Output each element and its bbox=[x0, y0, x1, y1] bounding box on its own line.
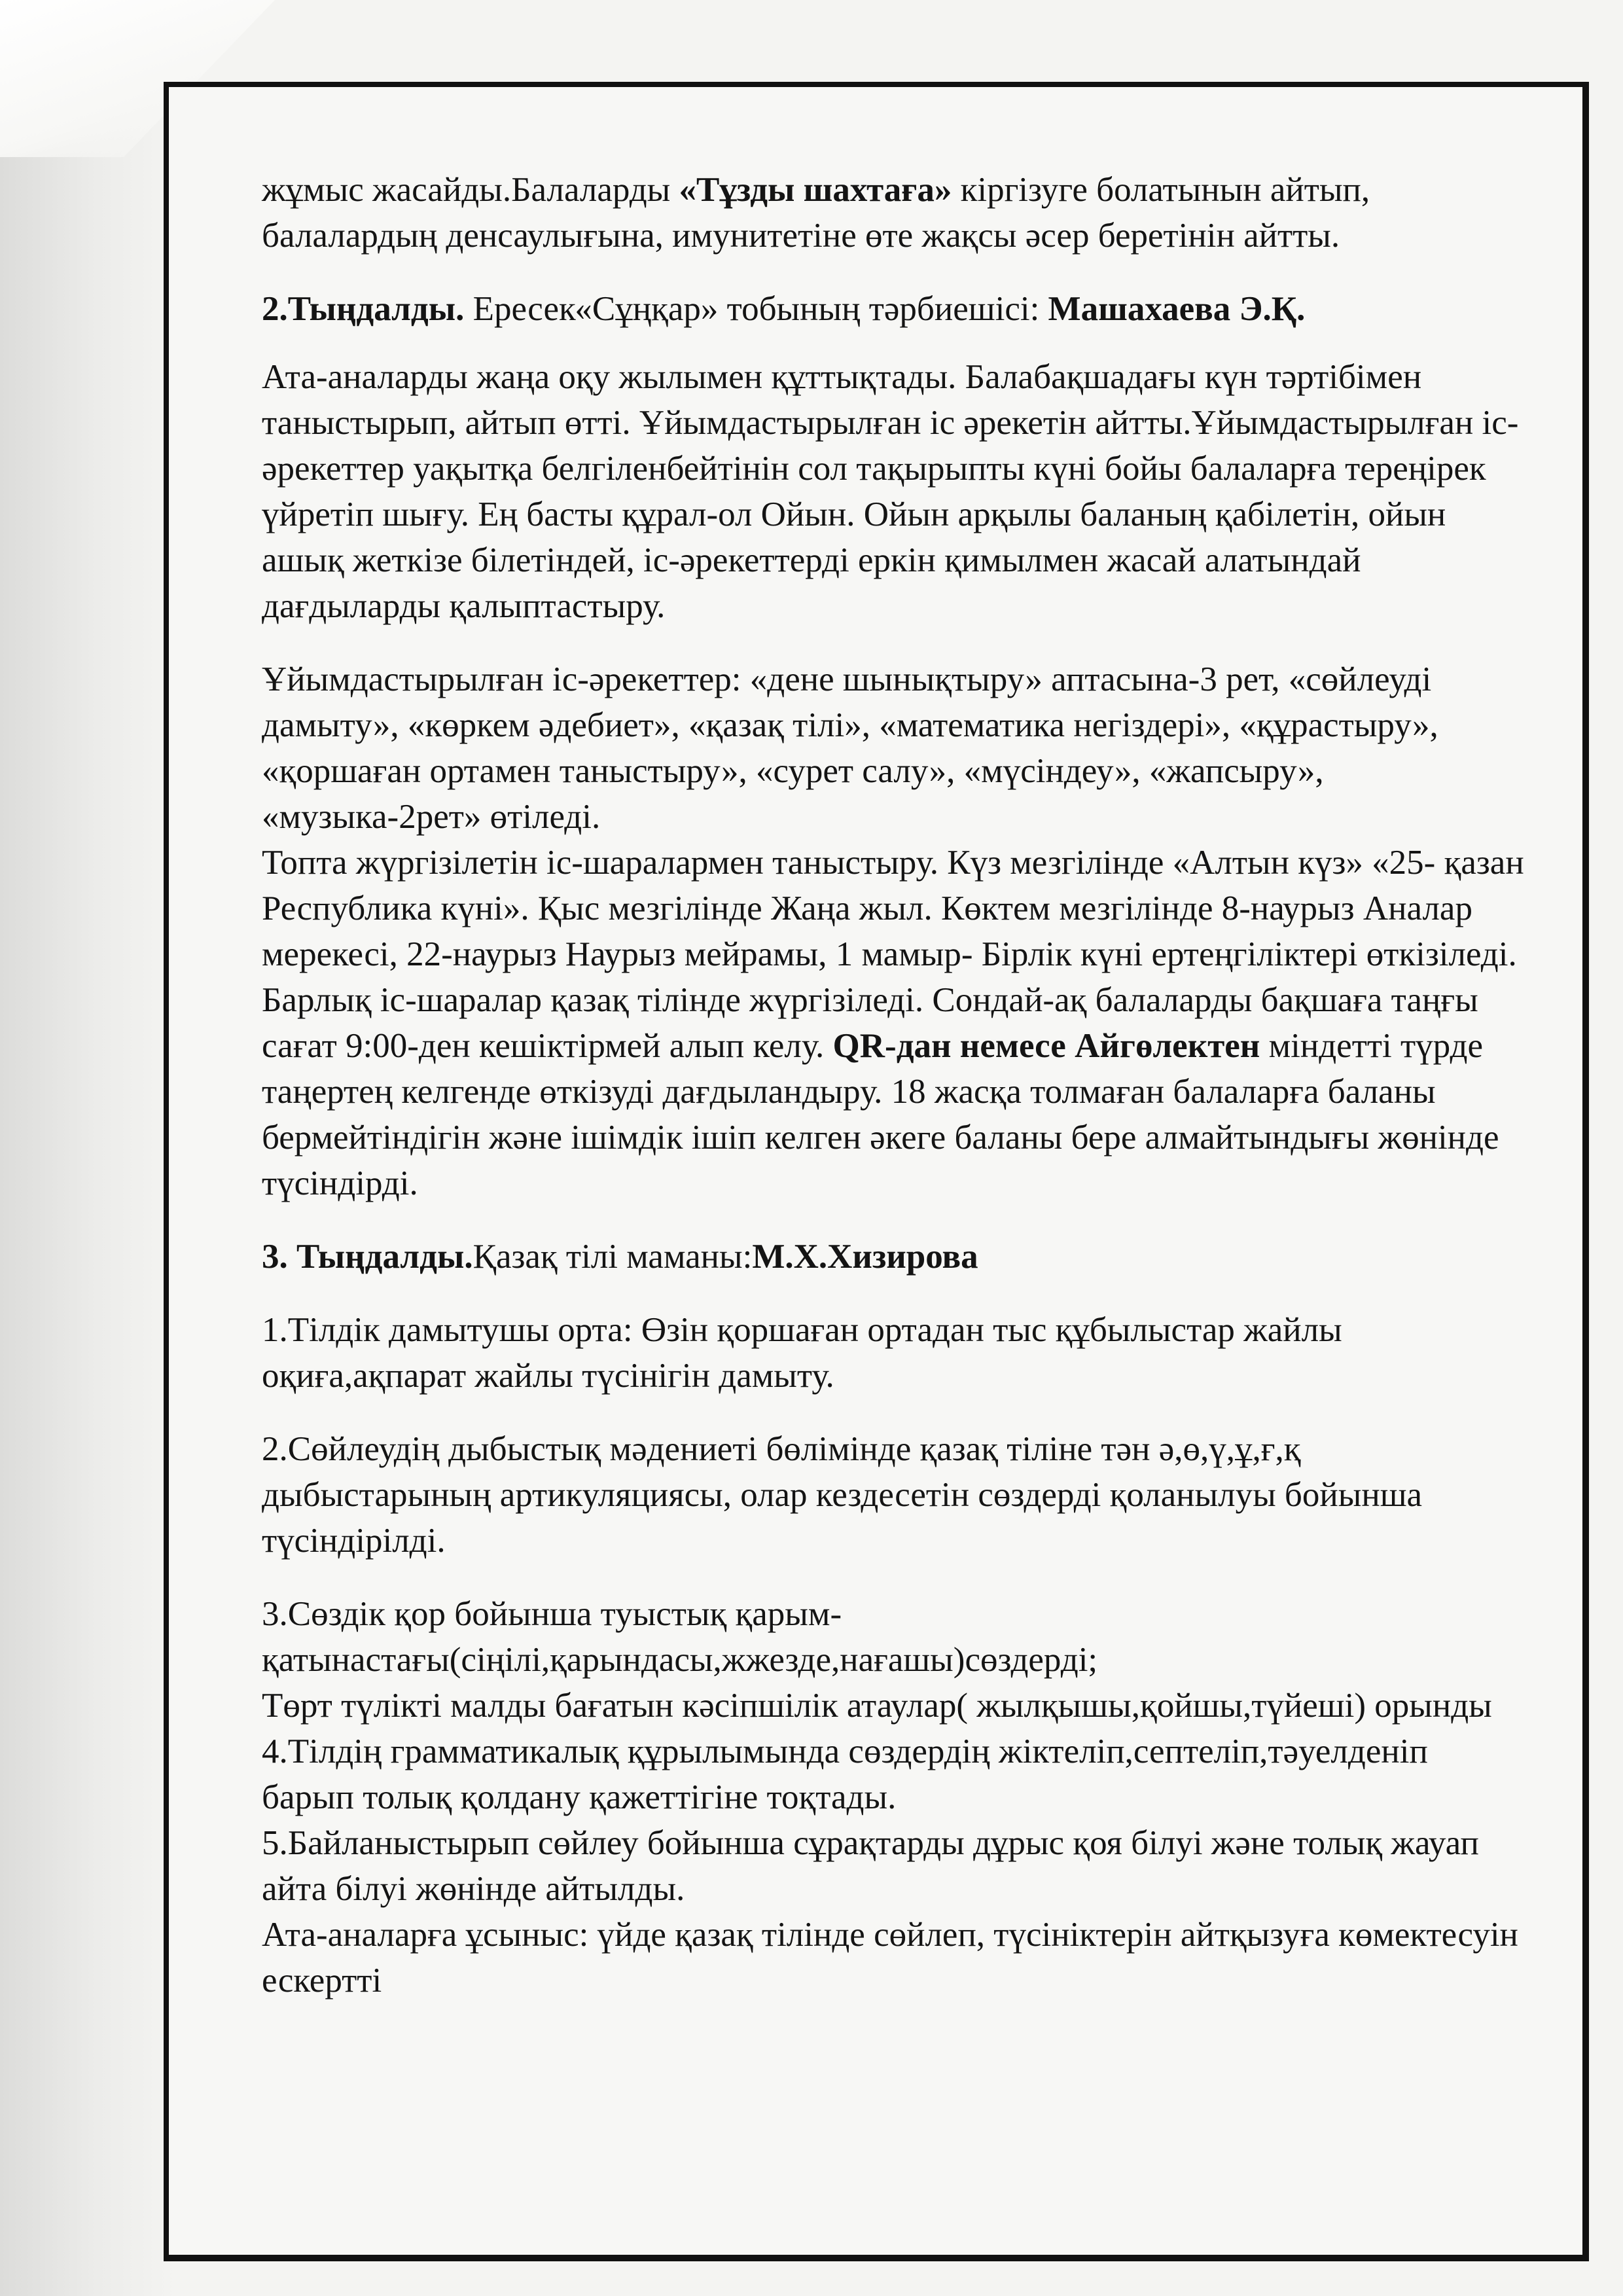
text-segment-bold: 2.Тыңдалды. bbox=[262, 290, 465, 328]
text-segment-bold: «Тұзды шахтаға» bbox=[679, 171, 952, 209]
text-segment: міндетті түрде таңертең келгенде өткізуді дағдыландыру. 18 жасқа толмаған балаларға баланы бермейтіндігін және ішімдік ішіп келген әкеге баланы бере алмайтындығы жөнінде түсіндірді. bbox=[262, 1027, 1499, 1202]
text-segment-bold: 3. Тыңдалды. bbox=[262, 1238, 473, 1276]
text-segment: 2.Сөйлеудің дыбыстық мәдениеті бөлімінде қазақ тіліне тән ә,ө,ү,ұ,ғ,қ дыбыстарының артикуляциясы, олар кездесетін сөздерді қоланылуы бойынша түсіндірілді. bbox=[262, 1430, 1423, 1560]
paragraph-new-year-greeting bbox=[262, 354, 1525, 629]
text-segment: Топта жүргізілетін іс-шаралармен таныстыру. Күз мезгілінде «Алтын күз» «25- қазан Республика күні». Қыс мезгілінде Жаңа жыл. Көктем мезгілінде 8-наурыз Аналар мерекесі, 22-наурыз Наурыз мейрамы, 1 мамыр- Бірлік күні ертеңгіліктері өткізіледі. Барлық іс-шаралар қазақ тілінде жүргізіледі. Сондай-ақ балаларды бақшаға таңғы сағат 9:00-ден кешіктірмей алып келу. bbox=[262, 844, 1524, 1065]
text-segment: Ата-аналарды жаңа оқу жылымен құттықтады. Балабақшадағы күн тәртібімен таныстырып, айтып өтті. Ұйымдастырылған іс әрекетін айтты.Ұйымдастырылған іс- әрекеттер уақытқа белгіленбейтінін сол тақырыпты күні бойы балаларға тереңірек үйретіп шығу. Ең басты құрал-ол Ойын. Ойын арқылы баланың қабілетін, ойын ашық жеткізе білетіндей, іс-әрекеттерді еркін қимылмен жасай алатындай дағдыларды қалыптастыру. bbox=[262, 358, 1519, 625]
paragraph-item-5 bbox=[262, 1820, 1525, 1912]
text-segment: 4.Тілдің грамматикалық құрылымында сөздердің жіктеліп,септеліп,тәуелденіп барып толық қолдану қажеттігіне тоқтады. bbox=[262, 1732, 1428, 1816]
text-segment: Қазақ тілі маманы: bbox=[473, 1238, 753, 1276]
text-segment: кіргізуге болатынын айтып, балалардың денсаулығына, имунитетіне өте жақсы әсер беретінін айтты. bbox=[262, 171, 1370, 255]
paragraph-item-3 bbox=[262, 1591, 1525, 1683]
document-body bbox=[262, 167, 1525, 2003]
text-segment: 3.Сөздік қор бойынша туыстық қарым-қатынастағы(сіңілі,қарындасы,жжезде,нағашы)сөздерді; bbox=[262, 1595, 1098, 1679]
paragraph-heard-3 bbox=[262, 1234, 1525, 1280]
text-segment: жұмыс жасайды.Балаларды bbox=[262, 171, 679, 209]
text-segment-bold: М.Х.Хизирова bbox=[752, 1238, 978, 1276]
text-segment: 5.Байланыстырып сөйлеу бойынша сұрақтарды дұрыс қоя білуі және толық жауап айта білуі жөнінде айтылды. bbox=[262, 1824, 1479, 1908]
paragraph-activities bbox=[262, 656, 1525, 840]
paragraph-recommendation bbox=[262, 1912, 1525, 2003]
paragraph-events bbox=[262, 840, 1525, 1206]
paragraph-item-2 bbox=[262, 1426, 1525, 1564]
text-segment: Ересек«Сұңқар» тобының тәрбиешісі: bbox=[464, 290, 1048, 328]
text-segment-bold: Машахаева Э.Қ. bbox=[1048, 290, 1306, 328]
paragraph-item-1 bbox=[262, 1307, 1525, 1399]
paragraph-item-4 bbox=[262, 1729, 1525, 1820]
scan-edge-shadow bbox=[0, 0, 177, 2296]
paragraph-heard-2 bbox=[262, 286, 1525, 332]
paragraph-four-livestock bbox=[262, 1683, 1525, 1729]
text-segment: Төрт түлікті малды бағатын кәсіпшілік атаулар( жылқышы,қойшы,түйеші) орынды bbox=[262, 1687, 1492, 1725]
text-segment: Ата-аналарға ұсыныс: үйде қазақ тілінде сөйлеп, түсініктерін айтқызуға көмектесуін ескертті bbox=[262, 1916, 1518, 2000]
text-segment: Ұйымдастырылған іс-әрекеттер: «дене шынықтыру» аптасына-3 рет, «сөйлеуді дамыту», «көркем әдебиет», «қазақ тілі», «математика негіздері», «құрастыру», «қоршаған ортамен таныстыру», «сурет салу», «мүсіндеу», «жапсыру», «музыка-2рет» өтіледі. bbox=[262, 660, 1438, 836]
paragraph-salt-mine bbox=[262, 167, 1525, 259]
text-segment-bold: QR-дан немесе Айгөлектен bbox=[832, 1027, 1260, 1065]
text-segment: 1.Тілдік дамытушы орта: Өзін қоршаған ортадан тыс құбылыстар жайлы оқиға,ақпарат жайлы түсінігін дамыту. bbox=[262, 1311, 1342, 1395]
